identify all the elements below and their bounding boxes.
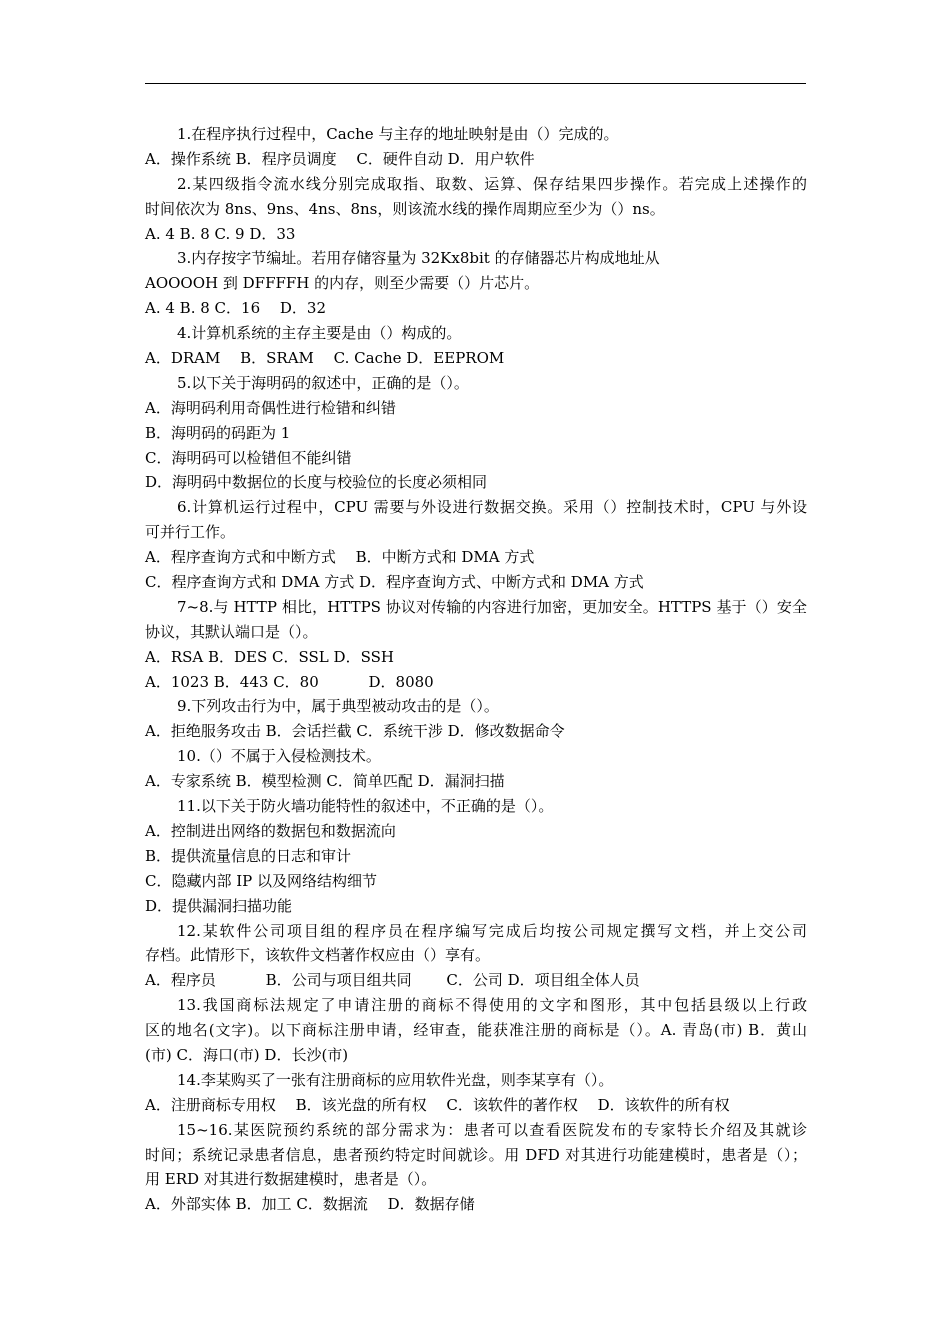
question-line: 6.计算机运行过程中，CPU 需要与外设进行数据交换。采用（）控制技术时，CPU 与外设 [177,498,807,517]
text-line: 可并行工作。 [145,523,236,542]
text-line: C．隐藏内部 IP 以及网络结构细节 [145,871,378,890]
text-line: 时间依次为 8ns、9ns、4ns、8ns，则该流水线的操作周期应至少为（）ns。 [145,199,665,218]
text-line: 时间；系统记录患者信息，患者预约特定时间就诊。用 DFD 对其进行功能建模时，患者是（）； [145,1145,807,1164]
text-line: (市) C．海口(市) D．长沙(市) [145,1045,349,1064]
document-body [145,122,807,1217]
text-line: D．提供漏洞扫描功能 [145,896,293,915]
text-line: A．DRAM B．SRAM C. Cache D．EEPROM [145,349,505,368]
question-line: 3.内存按字节编址。若用存储容量为 32Kx8bit 的存储器芯片构成地址从 [177,249,660,268]
question-line: 14.李某购买了一张有注册商标的应用软件光盘，则李某享有（）。 [177,1070,614,1089]
text-line: 存档。此情形下，该软件文档著作权应由（）享有。 [145,946,491,965]
text-line: C．海明码可以检错但不能纠错 [145,448,352,467]
question-line: 2.某四级指令流水线分别完成取指、取数、运算、保存结果四步操作。若完成上述操作的 [177,174,807,193]
text-line: A．海明码利用奇偶性进行检错和纠错 [145,398,396,417]
text-line: A．注册商标专用权 B．该光盘的所有权 C．该软件的著作权 D．该软件的所有权 [145,1095,730,1114]
text-line: A．程序查询方式和中断方式 B．中断方式和 DMA 方式 [145,548,535,567]
question-line: 4.计算机系统的主存主要是由（）构成的。 [177,324,462,343]
question-line: 11.以下关于防火墙功能特性的叙述中，不正确的是（）。 [177,797,554,816]
text-line: A．RSA B．DES C．SSL D．SSH [145,647,394,666]
question-line: 7~8.与 HTTP 相比，HTTPS 协议对传输的内容进行加密，更加安全。HTTPS 基于（）安全 [177,597,807,616]
question-line: 15~16.某医院预约系统的部分需求为：患者可以查看医院发布的专家特长介绍及其就诊 [177,1120,807,1139]
text-line: B．提供流量信息的日志和审计 [145,846,352,865]
text-line: B．海明码的码距为 1 [145,423,291,442]
text-line: A. 4 B. 8 C．16 D．32 [145,299,326,318]
question-line: 5.以下关于海明码的叙述中，正确的是（）。 [177,373,469,392]
text-line: D．海明码中数据位的长度与校验位的长度必须相同 [145,473,488,492]
text-line: A．1023 B．443 C．80 D．8080 [145,672,434,691]
question-line: 10.（）不属于入侵检测技术。 [177,747,381,766]
question-line: 13.我国商标法规定了申请注册的商标不得使用的文字和图形，其中包括县级以上行政 [177,996,807,1015]
text-line: A．操作系统 B．程序员调度 C．硬件自动 D．用户软件 [145,149,535,168]
text-line: A．专家系统 B．模型检测 C．简单匹配 D．漏洞扫描 [145,772,505,791]
text-line: A．程序员 B．公司与项目组共同 C．公司 D．项目组全体人员 [145,971,640,990]
text-line: AOOOOH 到 DFFFFH 的内存，则至少需要（）片芯片。 [145,274,540,293]
text-line: C．程序查询方式和 DMA 方式 D．程序查询方式、中断方式和 DMA 方式 [145,573,644,592]
text-line: 协议，其默认端口是（）。 [145,622,318,641]
text-line: A．外部实体 B．加工 C．数据流 D．数据存储 [145,1195,475,1214]
text-line: A．控制进出网络的数据包和数据流向 [145,821,396,840]
question-line: 12.某软件公司项目组的程序员在程序编写完成后均按公司规定撰写文档，并上交公司 [177,921,807,940]
text-line: A. 4 B. 8 C. 9 D．33 [145,224,296,243]
text-line: 用 ERD 对其进行数据建模时，患者是（）。 [145,1170,437,1189]
question-line: 9.下列攻击行为中，属于典型被动攻击的是（）。 [177,697,499,716]
text-line: 区的地名(文字)。以下商标注册申请，经审查，能获准注册的商标是（）。A. 青岛(市) B．黄山 [145,1021,807,1040]
text-line: A．拒绝服务攻击 B．会话拦截 C．系统干涉 D．修改数据命令 [145,722,565,741]
header-rule [145,83,806,84]
question-line: 1.在程序执行过程中，Cache 与主存的地址映射是由（）完成的。 [177,125,619,143]
